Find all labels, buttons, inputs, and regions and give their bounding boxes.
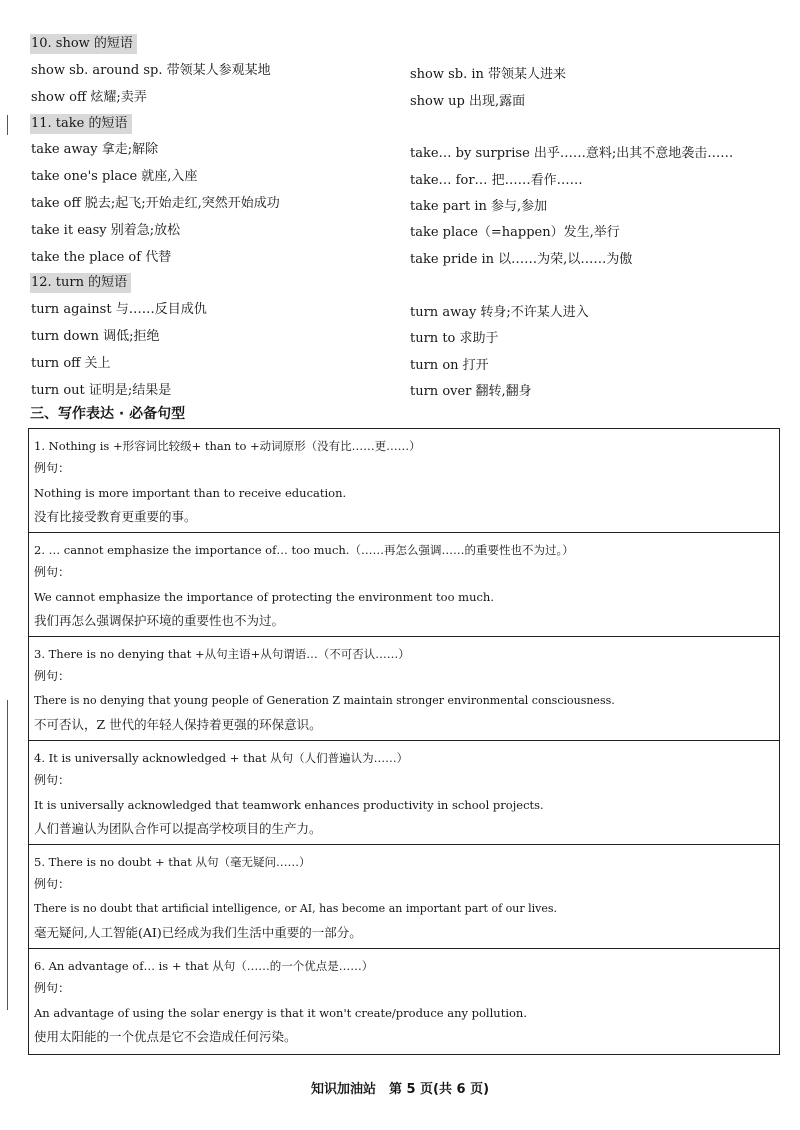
example-label: 例句： xyxy=(34,461,71,475)
phrase-item: take away 拿走;解除 xyxy=(31,142,159,157)
phrase-item: turn on 打开 xyxy=(410,358,489,373)
pattern-text: 4. It is universally acknowledged + that 从句（人们普遍认为……） xyxy=(34,751,409,765)
pattern-cell-4 xyxy=(29,740,779,844)
example-chinese: 人们普遍认为团队合作可以提高学校项目的生产力。 xyxy=(34,821,322,836)
section-10-header: 10. show 的短语 xyxy=(30,34,137,54)
phrase-item: take pride in 以……为荣,以……为傲 xyxy=(410,252,633,267)
pattern-text: 3. There is no denying that +从句主语+从句谓语…（不可否认……） xyxy=(34,647,410,661)
phrase-item: turn against 与……反目成仇 xyxy=(31,302,207,317)
phrase-item: take place（=happen）发生,举行 xyxy=(410,225,620,240)
margin-mark xyxy=(7,115,8,135)
phrase-item: take… for… 把……看作…… xyxy=(410,173,583,188)
example-english: We cannot emphasize the importance of protecting the environment too much. xyxy=(34,590,494,604)
sentence-pattern-table xyxy=(28,428,780,1055)
phrase-item: turn away 转身;不许某人进入 xyxy=(410,305,589,320)
example-english: Nothing is more important than to receive education. xyxy=(34,486,347,500)
pattern-text: 1. Nothing is +形容词比较级+ than to +动词原形（没有比……更……） xyxy=(34,439,421,453)
writing-section-title: 三、写作表达 · 必备句型 xyxy=(30,406,186,422)
phrase-item: show sb. around sp. 带领某人参观某地 xyxy=(31,63,271,78)
example-english: An advantage of using the solar energy is that it won't create/produce any pollution. xyxy=(34,1006,527,1020)
phrase-item: turn to 求助于 xyxy=(410,331,499,346)
pattern-text: 6. An advantage of… is + that 从句（……的一个优点是……） xyxy=(34,959,374,973)
section-12-header: 12. turn 的短语 xyxy=(30,273,131,293)
page-footer: 知识加油站 第 5 页(共 6 页) xyxy=(310,1082,490,1097)
example-chinese: 没有比接受教育更重要的事。 xyxy=(34,509,197,524)
phrase-item: turn out 证明是;结果是 xyxy=(31,383,172,398)
example-chinese: 不可否认，Z 世代的年轻人保持着更强的环保意识。 xyxy=(34,717,322,732)
example-label: 例句： xyxy=(34,773,71,787)
example-chinese: 毫无疑问,人工智能(AI)已经成为我们生活中重要的一部分。 xyxy=(34,925,362,940)
phrase-item: turn off 关上 xyxy=(31,356,111,371)
pattern-text: 5. There is no doubt + that 从句（毫无疑问……） xyxy=(34,855,311,869)
pattern-cell-1 xyxy=(29,428,779,532)
section-11-header: 11. take 的短语 xyxy=(30,114,132,134)
example-chinese: 使用太阳能的一个优点是它不会造成任何污染。 xyxy=(34,1029,297,1044)
phrase-item: take off 脱去;起飞;开始走红,突然开始成功 xyxy=(31,196,280,211)
phrase-item: turn down 调低;拒绝 xyxy=(31,329,160,344)
phrase-item: show sb. in 带领某人进来 xyxy=(410,67,567,82)
pattern-cell-3 xyxy=(29,636,779,740)
phrase-item: take the place of 代替 xyxy=(31,250,172,265)
example-label: 例句： xyxy=(34,669,71,683)
phrase-item: show up 出现,露面 xyxy=(410,94,526,109)
example-label: 例句： xyxy=(34,981,71,995)
example-english: It is universally acknowledged that teamwork enhances productivity in school projects. xyxy=(34,798,544,812)
pattern-cell-2 xyxy=(29,532,779,636)
phrase-item: turn over 翻转,翻身 xyxy=(410,384,532,399)
example-label: 例句： xyxy=(34,565,71,579)
example-english: There is no denying that young people of Generation Z maintain stronger environmental consciousness. xyxy=(34,694,615,707)
example-english: There is no doubt that artificial intelligence, or AI, has become an important part of our lives. xyxy=(34,902,558,915)
example-label: 例句： xyxy=(34,877,71,891)
phrase-item: take one's place 就座,入座 xyxy=(31,169,198,184)
phrase-item: take it easy 别着急;放松 xyxy=(31,223,181,238)
phrase-item: show off 炫耀;卖弄 xyxy=(31,90,147,105)
pattern-text: 2. … cannot emphasize the importance of… too much.（……再怎么强调……的重要性也不为过。） xyxy=(34,543,574,557)
margin-mark xyxy=(7,700,8,1010)
pattern-cell-5 xyxy=(29,844,779,948)
pattern-cell-6 xyxy=(29,948,779,1055)
example-chinese: 我们再怎么强调保护环境的重要性也不为过。 xyxy=(34,613,285,628)
phrase-item: take part in 参与,参加 xyxy=(410,199,548,214)
phrase-item: take… by surprise 出乎……意料;出其不意地袭击…… xyxy=(410,146,734,161)
